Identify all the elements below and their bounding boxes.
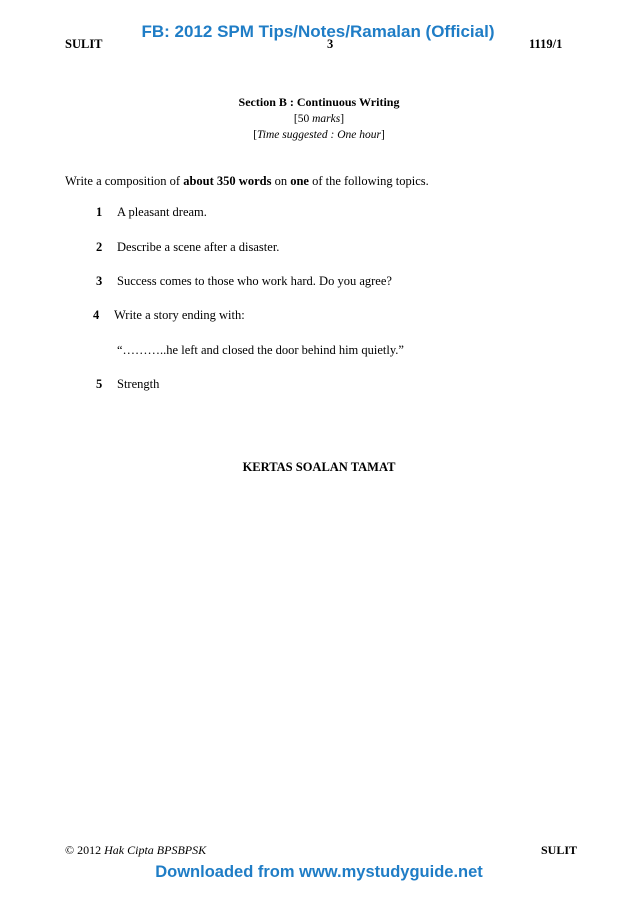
topic-number: 3 — [96, 274, 103, 288]
section-time-suggested: [Time suggested : One hour] — [253, 129, 385, 141]
footer-sulit-label: SULIT — [541, 843, 578, 857]
section-marks: [50 marks] — [293, 113, 345, 125]
topic-text: Success comes to those who work hard. Do you agree? — [117, 274, 392, 288]
instruction-text: Write a composition of about 350 words on one of the following topics. — [65, 174, 429, 188]
topic-text: Strength — [117, 377, 160, 391]
watermark-top: FB: 2012 SPM Tips/Notes/Ramalan (Official) — [141, 22, 495, 41]
topic-number: 4 — [93, 308, 100, 322]
section-title: Section B : Continuous Writing — [238, 95, 400, 109]
topic-quoted-ending: “………..he left and closed the door behind him quietly.” — [117, 343, 404, 357]
topic-text: A pleasant dream. — [117, 205, 207, 219]
end-of-paper-label: KERTAS SOALAN TAMAT — [242, 460, 396, 474]
watermark-bottom: Downloaded from www.mystudyguide.net — [155, 863, 483, 881]
header-page-number: 3 — [327, 37, 334, 51]
footer-copyright: © 2012 Hak Cipta BPSBPSK — [65, 843, 207, 857]
topic-number: 2 — [96, 240, 103, 254]
topic-text: Write a story ending with: — [114, 308, 245, 322]
header-paper-code: 1119/1 — [529, 37, 563, 51]
topic-number: 1 — [96, 205, 103, 219]
header-sulit-label: SULIT — [65, 37, 103, 51]
topic-number: 5 — [96, 377, 103, 391]
topic-text: Describe a scene after a disaster. — [117, 240, 280, 254]
